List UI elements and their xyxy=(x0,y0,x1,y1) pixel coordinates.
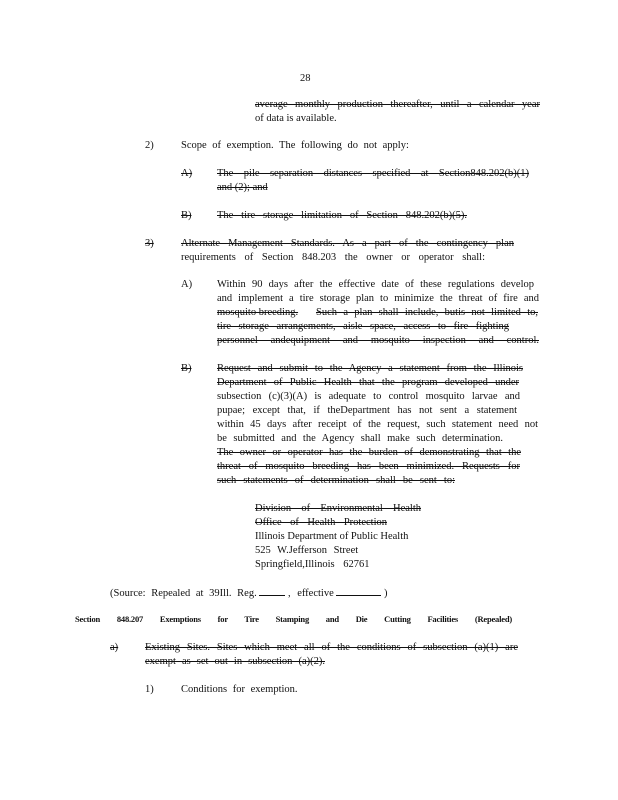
address-line-4: 525 W.Jefferson Street xyxy=(255,545,359,556)
item-3B-line-4: pupae; except that, if theDepartment has not sent a statement xyxy=(217,405,517,416)
item-a-line-1: Existing Sites. Sites which meet all of the conditions of subsection (a)(1) are xyxy=(145,642,518,653)
item-3A-line-3b: Such a plan shall include, butis not limited to, xyxy=(316,307,538,318)
item-2A-line-2: and (2); and xyxy=(217,182,268,193)
item-3-line-1: Alternate Management Standards. As a part of the contingency plan xyxy=(181,238,514,249)
source-note-effective: , effective xyxy=(287,588,334,599)
item-2-text: Scope of exemption. The following do not apply: xyxy=(181,140,409,151)
item-2A-line-1: The pile separation distances specified at Section848.202(b)(1) xyxy=(217,168,529,179)
item-3A-label: A) xyxy=(181,279,193,290)
item-3A-line-1: Within 90 days after the effective date of these regulations develop xyxy=(217,279,534,290)
item-3B-line-2: Department of Public Health that the program developed under xyxy=(217,377,519,388)
continuation-line-1: average monthly production thereafter, until a calendar year xyxy=(255,99,540,110)
item-3A-line-4: tire storage arrangements, aisle space, access to fire fighting xyxy=(217,321,509,332)
item-3A-line-3a: mosquito breeding. xyxy=(217,307,299,318)
source-note xyxy=(110,585,388,601)
item-2A-label: A) xyxy=(181,168,193,179)
item-2B-label: B) xyxy=(181,210,192,221)
item-3B-label: B) xyxy=(181,363,192,374)
item-3B-line-7: The owner or operator has the burden of demonstrating that the xyxy=(217,447,521,458)
source-note-suffix: ) xyxy=(384,588,388,599)
item-a-label: a) xyxy=(110,642,119,653)
item-3B-line-8: threat of mosquito breeding has been minimized. Requests for xyxy=(217,461,520,472)
address-line-2: Office of Health Protection xyxy=(255,517,387,528)
item-3B-line-6: be submitted and the Agency shall make such determination. xyxy=(217,433,503,444)
item-2B-text: The tire storage limitation of Section 848.202(b)(5). xyxy=(217,210,467,221)
item-3A-line-2: and implement a tire storage plan to minimize the threat of fire and xyxy=(217,293,539,304)
item-a-line-2: exempt as set out in subsection (a)(2). xyxy=(145,656,325,667)
item-2-number: 2) xyxy=(145,140,154,151)
item-1-number: 1) xyxy=(145,684,154,695)
effective-date-blank xyxy=(336,585,381,596)
item-3B-line-3: subsection (c)(3)(A) is adequate to control mosquito larvae and xyxy=(217,391,520,402)
item-1-text: Conditions for exemption. xyxy=(181,684,298,695)
item-3A-line-5: personnel andequipment and mosquito inspection and control. xyxy=(217,335,539,346)
address-line-5: Springfield,Illinois 62761 xyxy=(255,559,370,570)
source-note-prefix: (Source: Repealed at 39Ill. Reg. xyxy=(110,588,257,599)
section-heading: Section 848.207 Exemptions for Tire Stamping and Die Cutting Facilities (Repealed) xyxy=(75,614,512,624)
continuation-line-2: of data is available. xyxy=(255,113,337,124)
page-number: 28 xyxy=(300,73,311,84)
item-3B-line-9: such statements of determination shall be sent to: xyxy=(217,475,455,486)
item-3B-line-5: within 45 days after receipt of the request, such statement need not xyxy=(217,419,538,430)
item-3B-line-1: Request and submit to the Agency a statement from the Illinois xyxy=(217,363,523,374)
item-3-number: 3) xyxy=(145,238,154,249)
address-line-3: Illinois Department of Public Health xyxy=(255,531,409,542)
address-line-1: Division of Environmental Health xyxy=(255,503,421,514)
item-3-line-2: requirements of Section 848.203 the owner or operator shall: xyxy=(181,252,485,263)
register-page-blank xyxy=(259,585,285,596)
